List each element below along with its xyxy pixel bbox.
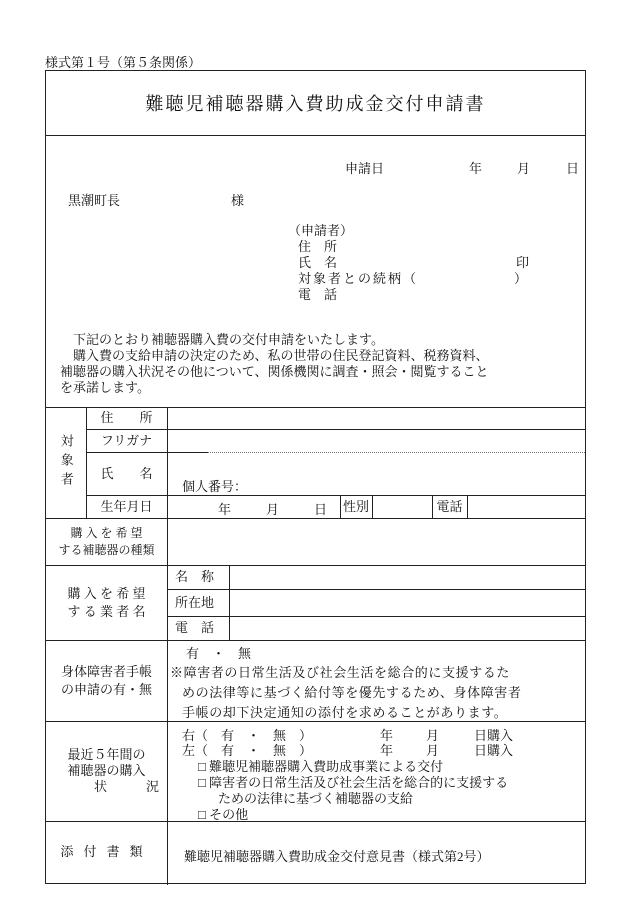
- date-label: 申請日: [345, 161, 385, 176]
- subject-group-label: 対象者: [58, 434, 74, 491]
- addressee: 黒潮町長: [68, 193, 121, 208]
- recent-check-3: □ その他: [198, 807, 249, 822]
- recent-left-purchase: 日購入: [474, 743, 514, 758]
- recent-left-month: 月: [426, 743, 440, 758]
- date-year: 年: [469, 161, 483, 176]
- honorific: 様: [231, 193, 245, 208]
- subject-address-label: 住 所: [100, 410, 153, 426]
- attachments-label: 添付書類: [60, 844, 153, 860]
- subject-phone-label: 電話: [436, 498, 463, 514]
- vendor-location-label: 所在地: [175, 594, 215, 610]
- subject-dob-label: 生年月日: [100, 498, 153, 514]
- applicant-name-label: 氏 名: [298, 255, 338, 270]
- attachments-document: 難聴児補聴器購入費助成金交付意見書（様式第2号）: [184, 849, 490, 864]
- disability-note-3: 手帳の却下決定通知の添付を求めることがあります。: [182, 705, 508, 720]
- disability-note-1: ※障害者の日常生活及び社会生活を総合的に支援するた: [170, 665, 511, 680]
- gender-label: 性別: [342, 498, 369, 514]
- applicant-address-label: 住 所: [298, 239, 338, 254]
- vendor-label-line-1: 購 入 を 希 望: [67, 585, 146, 601]
- statement-line-2: 購入費の支給申請の決定のため、私の世帯の住民登記資料、税務資料、: [60, 348, 489, 363]
- recent-check-2b: ための法律に基づく補聴器の支給: [218, 791, 414, 806]
- recent-left: 左（ 有 ・ 無 ）: [182, 743, 313, 758]
- rule-label-column: [167, 407, 168, 885]
- rule-furigana-dotted: [208, 452, 585, 453]
- disability-label-line-1: 身体障害者手帳: [60, 663, 152, 679]
- recent-left-year: 年: [380, 743, 394, 758]
- seal-mark: 印: [516, 255, 530, 270]
- rule-vendor-location: [168, 616, 585, 617]
- relation-close: ）: [514, 271, 528, 286]
- dob-day: 日: [314, 502, 328, 517]
- recent-right-purchase: 日購入: [474, 728, 514, 743]
- recent-check-2: □ 障害者の日常生活及び社会生活を総合的に支援する: [198, 775, 509, 790]
- statement-line-4: を承諾します。: [60, 380, 150, 395]
- rule-gender-value: [372, 495, 373, 518]
- recent-right-year: 年: [380, 728, 394, 743]
- title-box: [46, 71, 585, 136]
- date-day: 日: [566, 161, 580, 176]
- dob-month: 月: [266, 502, 280, 517]
- disability-options: 有 ・ 無: [186, 646, 252, 661]
- recent-label: [46, 721, 167, 821]
- disability-label: [46, 640, 167, 721]
- vendor-name-label: 名 称: [175, 569, 215, 585]
- device-type-label: [46, 518, 167, 565]
- form-number: 様式第１号（第５条関係）: [45, 55, 202, 70]
- subject-name-label: 氏 名: [100, 465, 153, 481]
- recent-check-1: □ 難聴児補聴器購入費助成事業による交付: [198, 759, 444, 774]
- subject-furigana-label: フリガナ: [100, 432, 153, 448]
- rule-phone-value: [467, 495, 468, 518]
- statement-line-1: 下記のとおり補聴器購入費の交付申請をいたします。: [60, 332, 384, 347]
- vendor-label: [46, 565, 167, 640]
- recent-label-line-1: 最近５年間の: [67, 746, 146, 762]
- recent-label-line-3: 状 況: [93, 779, 159, 795]
- rule-vendor-sublabel: [229, 565, 230, 640]
- date-month: 月: [517, 161, 531, 176]
- statement-line-3: 補聴器の購入状況その他について、関係機関に調査・照会・閲覧すること: [60, 364, 489, 379]
- recent-right-month: 月: [426, 728, 440, 743]
- form-title: 難聴児補聴器購入費助成金交付申請書: [145, 94, 486, 114]
- recent-right: 右（ 有 ・ 無 ）: [182, 728, 313, 743]
- recent-label-line-2: 補聴器の購入: [67, 762, 146, 778]
- device-type-label-line-2: する補聴器の種類: [58, 542, 155, 557]
- vendor-phone-label: 電 話: [175, 620, 215, 636]
- applicant-header: （申請者）: [288, 223, 354, 238]
- disability-note-2: めの法律等に基づく給付等を優先するため、身体障害者: [182, 685, 522, 700]
- application-form: [45, 70, 586, 884]
- rule-vendor-name: [168, 589, 585, 590]
- vendor-label-line-2: す る 業 者 名: [67, 603, 146, 619]
- relation-label: 対象者との続柄（: [298, 271, 419, 286]
- dob-year: 年: [218, 502, 232, 517]
- my-number-label: 個人番号：: [182, 479, 248, 494]
- applicant-phone-label: 電 話: [298, 287, 338, 302]
- disability-label-line-2: の申請の有・無: [60, 681, 152, 697]
- device-type-label-line-1: 購 入 を 希 望: [70, 526, 143, 541]
